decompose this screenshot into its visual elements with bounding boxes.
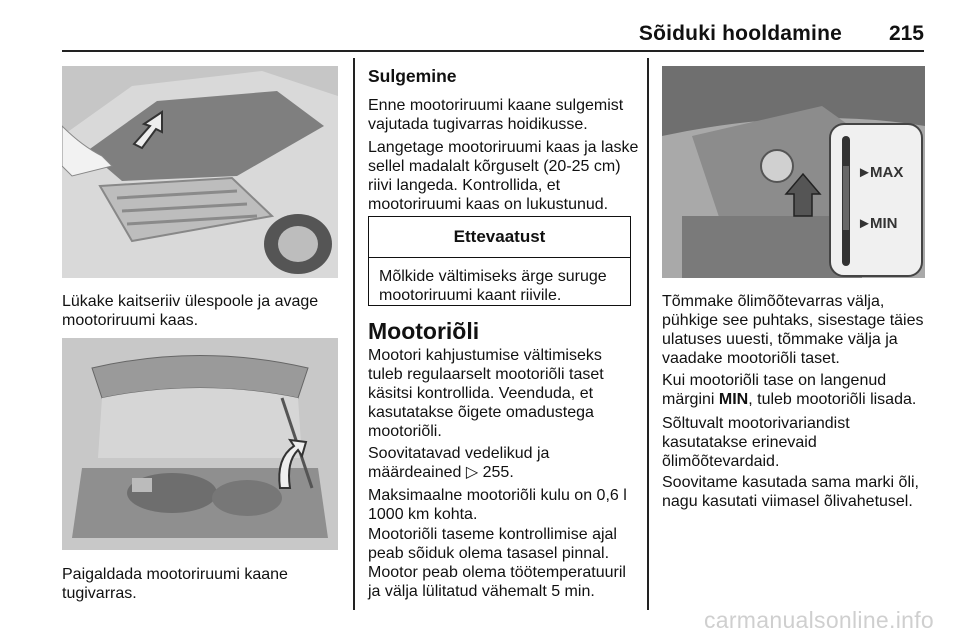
column-divider-left	[353, 58, 355, 610]
page-number: 215	[888, 22, 924, 45]
closing-paragraph-2: Langetage mootoriruumi kaas ja laske sellel madalalt kõrguselt (20-25 cm) riivi langeda. Kontrollida, et mootoriruumi kaas on lukustunud.	[368, 139, 639, 213]
closing-heading: Sulgemine	[368, 66, 457, 86]
dipstick-min-label: MIN	[870, 215, 898, 232]
right-paragraph-3: Sõltuvalt mootorivariandist kasutatakse erinevaid õlimõõtevardaid.	[662, 415, 850, 470]
header-rule	[62, 50, 924, 52]
hood-release-illustration	[62, 66, 338, 278]
oil-paragraph-2-text: Soovitatavad vedelikud ja määrdeained	[368, 445, 550, 481]
dipstick-max-label: MAX	[870, 164, 904, 181]
column-divider-right	[647, 58, 649, 610]
caution-text: Mõlkide vältimiseks ärge suruge mootoriruumi kaant riivile.	[379, 268, 607, 304]
caution-box	[368, 216, 631, 306]
svg-text:►: ►	[857, 215, 872, 232]
figure1-caption: Lükake kaitseriiv ülespoole ja avage mootoriruumi kaas.	[62, 293, 319, 329]
right-paragraph-4: Soovitame kasutada sama marki õli, nagu kasutati viimasel õlivahetusel.	[662, 474, 919, 510]
figure2-caption: Paigaldada mootoriruumi kaane tugivarras.	[62, 566, 288, 602]
running-header-title: Sõiduki hooldamine	[638, 22, 842, 45]
page-reference-arrow-icon: ▷	[465, 464, 479, 481]
right-paragraph-1: Tõmmake õlimõõtevarras välja, pühkige see puhtaks, sisestage täies ulatuses uuesti, tõmmake välja ja vaadake mootoriõli taset.	[662, 293, 924, 367]
closing-paragraph-1: Enne mootoriruumi kaane sulgemist vajutada tugivarras hoidikusse.	[368, 97, 624, 133]
oil-paragraph-2	[368, 444, 636, 482]
watermark: carmanualsonline.info	[703, 607, 934, 633]
svg-text:►: ►	[857, 164, 872, 181]
oil-paragraph-3: Maksimaalne mootoriõli kulu on 0,6 l 1000 km kohta.	[368, 487, 627, 523]
min-mark-label: MIN	[718, 391, 749, 408]
dipstick-illustration	[662, 66, 925, 278]
hood-support-rod-illustration	[62, 338, 338, 550]
right-paragraph-2-end: , tuleb mootoriõli lisada.	[748, 391, 917, 408]
right-paragraph-2-start: Kui mootoriõli tase on langenud märgini	[662, 372, 887, 408]
engine-oil-heading: Mootoriõli	[368, 318, 480, 344]
oil-paragraph-1: Mootori kahjustumise vältimiseks tuleb regulaarselt mootoriõli taset käsitsi kontrollida. Veenduda, et kasutatakse õigete omadustega mootoriõli.	[368, 347, 604, 440]
caution-title: Ettevaatust	[369, 217, 630, 258]
oil-paragraph-4: Mootoriõli taseme kontrollimise ajal peab sõiduk olema tasasel pinnal. Mootor peab olema töötemperatuuril ja välja lülitatud vähemalt 5 min.	[368, 526, 626, 600]
page-reference-link[interactable]: 255.	[482, 464, 514, 481]
right-paragraph-2	[662, 371, 934, 409]
